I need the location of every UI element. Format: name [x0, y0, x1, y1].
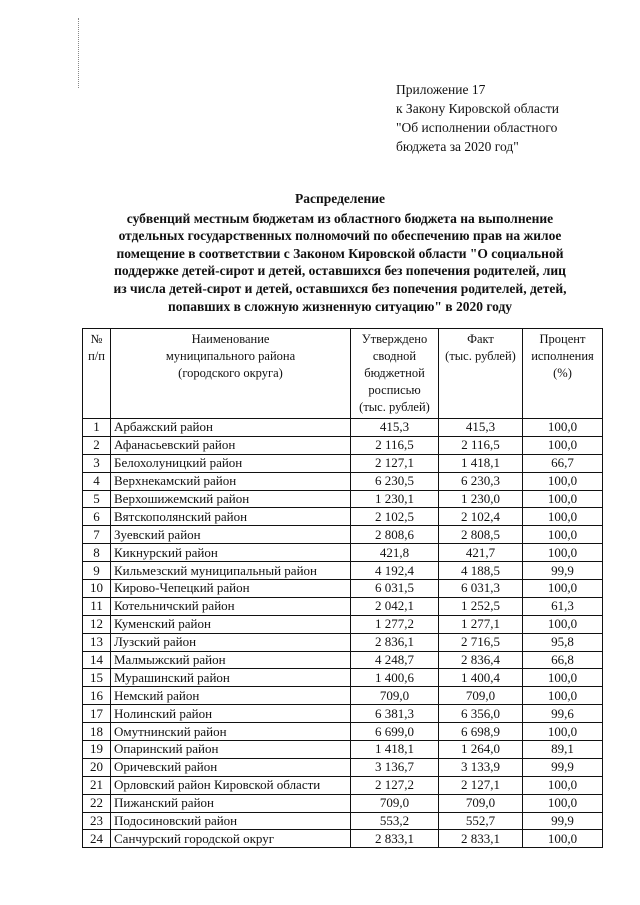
table-row [83, 669, 603, 687]
header-num [83, 329, 111, 419]
row-number: 1 [83, 419, 111, 437]
district-name: Санчурский городской округ [111, 830, 351, 848]
fact-amount: 421,7 [439, 544, 523, 562]
approved-amount: 2 127,1 [351, 454, 439, 472]
header-percent [523, 329, 603, 419]
table-row [83, 490, 603, 508]
fact-amount: 1 264,0 [439, 741, 523, 759]
fact-amount: 4 188,5 [439, 562, 523, 580]
approved-amount: 415,3 [351, 419, 439, 437]
row-number: 14 [83, 651, 111, 669]
execution-percent: 100,0 [523, 723, 603, 741]
approved-amount: 553,2 [351, 812, 439, 830]
row-number: 3 [83, 454, 111, 472]
district-name: Опаринский район [111, 741, 351, 759]
approved-amount: 709,0 [351, 794, 439, 812]
header-text: Наименование [191, 332, 270, 346]
header-text: (тыс. рублей) [445, 349, 516, 363]
approved-amount: 2 833,1 [351, 830, 439, 848]
row-number: 19 [83, 741, 111, 759]
execution-percent: 66,7 [523, 454, 603, 472]
header-text: Утверждено [361, 332, 428, 346]
title-line: отдельных государственных полномочий по обеспечению прав на жилое [118, 228, 562, 244]
header-text: (городского округа) [178, 366, 283, 380]
subventions-table [82, 328, 603, 848]
table-row [83, 687, 603, 705]
approved-amount: 2 042,1 [351, 597, 439, 615]
approved-amount: 1 277,2 [351, 615, 439, 633]
district-name: Куменский район [111, 615, 351, 633]
execution-percent: 100,0 [523, 615, 603, 633]
title-line: помещение в соответствии с Законом Кировской области "О социальной [116, 245, 564, 261]
fact-amount: 1 230,0 [439, 490, 523, 508]
header-text: Процент [539, 332, 586, 346]
title-line: из числа детей-сирот и детей, оставшихся без попечения родителей, детей, [113, 280, 567, 296]
fact-amount: 2 836,4 [439, 651, 523, 669]
district-name: Афанасьевский район [111, 436, 351, 454]
approved-amount: 1 418,1 [351, 741, 439, 759]
execution-percent: 100,0 [523, 472, 603, 490]
approved-amount: 2 116,5 [351, 436, 439, 454]
district-name: Белохолуницкий район [111, 454, 351, 472]
document-title [70, 190, 610, 315]
fact-amount: 2 116,5 [439, 436, 523, 454]
row-number: 13 [83, 633, 111, 651]
district-name: Вятскополянский район [111, 508, 351, 526]
table-row [83, 419, 603, 437]
table-row [83, 794, 603, 812]
row-number: 10 [83, 580, 111, 598]
header-text: росписью [368, 383, 421, 397]
header-text: бюджетной [364, 366, 425, 380]
header-fact [439, 329, 523, 419]
row-number: 11 [83, 597, 111, 615]
table-row [83, 651, 603, 669]
row-number: 9 [83, 562, 111, 580]
fact-amount: 2 716,5 [439, 633, 523, 651]
district-name: Котельничский район [111, 597, 351, 615]
row-number: 24 [83, 830, 111, 848]
fact-amount: 2 102,4 [439, 508, 523, 526]
scan-margin-marks [78, 18, 83, 88]
execution-percent: 99,9 [523, 812, 603, 830]
table-row [83, 705, 603, 723]
district-name: Мурашинский район [111, 669, 351, 687]
row-number: 2 [83, 436, 111, 454]
fact-amount: 6 031,3 [439, 580, 523, 598]
row-number: 22 [83, 794, 111, 812]
fact-amount: 709,0 [439, 794, 523, 812]
execution-percent: 99,9 [523, 758, 603, 776]
execution-percent: 100,0 [523, 544, 603, 562]
district-name: Лузский район [111, 633, 351, 651]
title-line: поддержке детей-сирот и детей, оставшихся без попечения родителей, лиц [114, 263, 566, 279]
table-row [83, 758, 603, 776]
appendix-line: Приложение 17 [396, 82, 486, 97]
fact-amount: 1 400,4 [439, 669, 523, 687]
table-row [83, 615, 603, 633]
row-number: 12 [83, 615, 111, 633]
approved-amount: 6 381,3 [351, 705, 439, 723]
header-text: Факт [467, 332, 494, 346]
table-row [83, 812, 603, 830]
header-text: (%) [553, 366, 572, 380]
fact-amount: 2 127,1 [439, 776, 523, 794]
header-text: исполнения [531, 349, 594, 363]
fact-amount: 1 252,5 [439, 597, 523, 615]
fact-amount: 552,7 [439, 812, 523, 830]
approved-amount: 6 230,5 [351, 472, 439, 490]
table-row [83, 580, 603, 598]
header-text: п/п [88, 349, 105, 363]
header-approved [351, 329, 439, 419]
execution-percent: 100,0 [523, 436, 603, 454]
table-row [83, 562, 603, 580]
table-row [83, 776, 603, 794]
row-number: 6 [83, 508, 111, 526]
fact-amount: 6 230,3 [439, 472, 523, 490]
fact-amount: 1 418,1 [439, 454, 523, 472]
district-name: Арбажский район [111, 419, 351, 437]
district-name: Оричевский район [111, 758, 351, 776]
district-name: Верхнекамский район [111, 472, 351, 490]
execution-percent: 100,0 [523, 490, 603, 508]
appendix-line: к Закону Кировской области [396, 101, 560, 116]
table-row [83, 741, 603, 759]
fact-amount: 6 356,0 [439, 705, 523, 723]
header-name [111, 329, 351, 419]
table-row [83, 633, 603, 651]
title-line: попавших в сложную жизненную ситуацию" в 2020 году [167, 298, 513, 314]
approved-amount: 1 400,6 [351, 669, 439, 687]
approved-amount: 6 031,5 [351, 580, 439, 598]
district-name: Верхошижемский район [111, 490, 351, 508]
table-row [83, 472, 603, 490]
table-row [83, 526, 603, 544]
approved-amount: 1 230,1 [351, 490, 439, 508]
row-number: 15 [83, 669, 111, 687]
row-number: 23 [83, 812, 111, 830]
fact-amount: 1 277,1 [439, 615, 523, 633]
row-number: 16 [83, 687, 111, 705]
table-row [83, 544, 603, 562]
appendix-line: "Об исполнении областного [396, 120, 558, 135]
row-number: 20 [83, 758, 111, 776]
district-name: Зуевский район [111, 526, 351, 544]
table-row [83, 508, 603, 526]
table-body [83, 419, 603, 848]
header-text: муниципального района [165, 349, 296, 363]
execution-percent: 61,3 [523, 597, 603, 615]
table-row [83, 454, 603, 472]
fact-amount: 709,0 [439, 687, 523, 705]
execution-percent: 100,0 [523, 419, 603, 437]
approved-amount: 4 248,7 [351, 651, 439, 669]
district-name: Кикнурский район [111, 544, 351, 562]
row-number: 4 [83, 472, 111, 490]
district-name: Подосиновский район [111, 812, 351, 830]
district-name: Кирово-Чепецкий район [111, 580, 351, 598]
title-heading: Распределение [294, 191, 386, 206]
header-text: сводной [372, 349, 417, 363]
row-number: 5 [83, 490, 111, 508]
approved-amount: 421,8 [351, 544, 439, 562]
execution-percent: 95,8 [523, 633, 603, 651]
approved-amount: 6 699,0 [351, 723, 439, 741]
approved-amount: 709,0 [351, 687, 439, 705]
row-number: 8 [83, 544, 111, 562]
district-name: Орловский район Кировской области [111, 776, 351, 794]
district-name: Немский район [111, 687, 351, 705]
execution-percent: 99,9 [523, 562, 603, 580]
fact-amount: 2 808,5 [439, 526, 523, 544]
approved-amount: 2 836,1 [351, 633, 439, 651]
fact-amount: 2 833,1 [439, 830, 523, 848]
table-row [83, 597, 603, 615]
header-text: № [90, 332, 103, 346]
table-row [83, 436, 603, 454]
approved-amount: 2 102,5 [351, 508, 439, 526]
execution-percent: 100,0 [523, 508, 603, 526]
execution-percent: 89,1 [523, 741, 603, 759]
row-number: 21 [83, 776, 111, 794]
fact-amount: 3 133,9 [439, 758, 523, 776]
fact-amount: 6 698,9 [439, 723, 523, 741]
title-line: субвенций местным бюджетам из областного бюджета на выполнение [126, 210, 554, 226]
execution-percent: 100,0 [523, 687, 603, 705]
execution-percent: 100,0 [523, 830, 603, 848]
fact-amount: 415,3 [439, 419, 523, 437]
row-number: 7 [83, 526, 111, 544]
row-number: 17 [83, 705, 111, 723]
execution-percent: 100,0 [523, 526, 603, 544]
table-row [83, 830, 603, 848]
execution-percent: 100,0 [523, 580, 603, 598]
appendix-line: бюджета за 2020 год" [396, 139, 519, 154]
district-name: Пижанский район [111, 794, 351, 812]
district-name: Омутнинский район [111, 723, 351, 741]
table-header-row [83, 329, 603, 419]
execution-percent: 100,0 [523, 794, 603, 812]
approved-amount: 3 136,7 [351, 758, 439, 776]
execution-percent: 100,0 [523, 776, 603, 794]
header-text: (тыс. рублей) [359, 400, 430, 414]
execution-percent: 66,8 [523, 651, 603, 669]
district-name: Кильмезский муниципальный район [111, 562, 351, 580]
approved-amount: 2 808,6 [351, 526, 439, 544]
district-name: Нолинский район [111, 705, 351, 723]
table-row [83, 723, 603, 741]
approved-amount: 4 192,4 [351, 562, 439, 580]
execution-percent: 99,6 [523, 705, 603, 723]
approved-amount: 2 127,2 [351, 776, 439, 794]
execution-percent: 100,0 [523, 669, 603, 687]
district-name: Малмыжский район [111, 651, 351, 669]
row-number: 18 [83, 723, 111, 741]
appendix-note [396, 80, 559, 156]
